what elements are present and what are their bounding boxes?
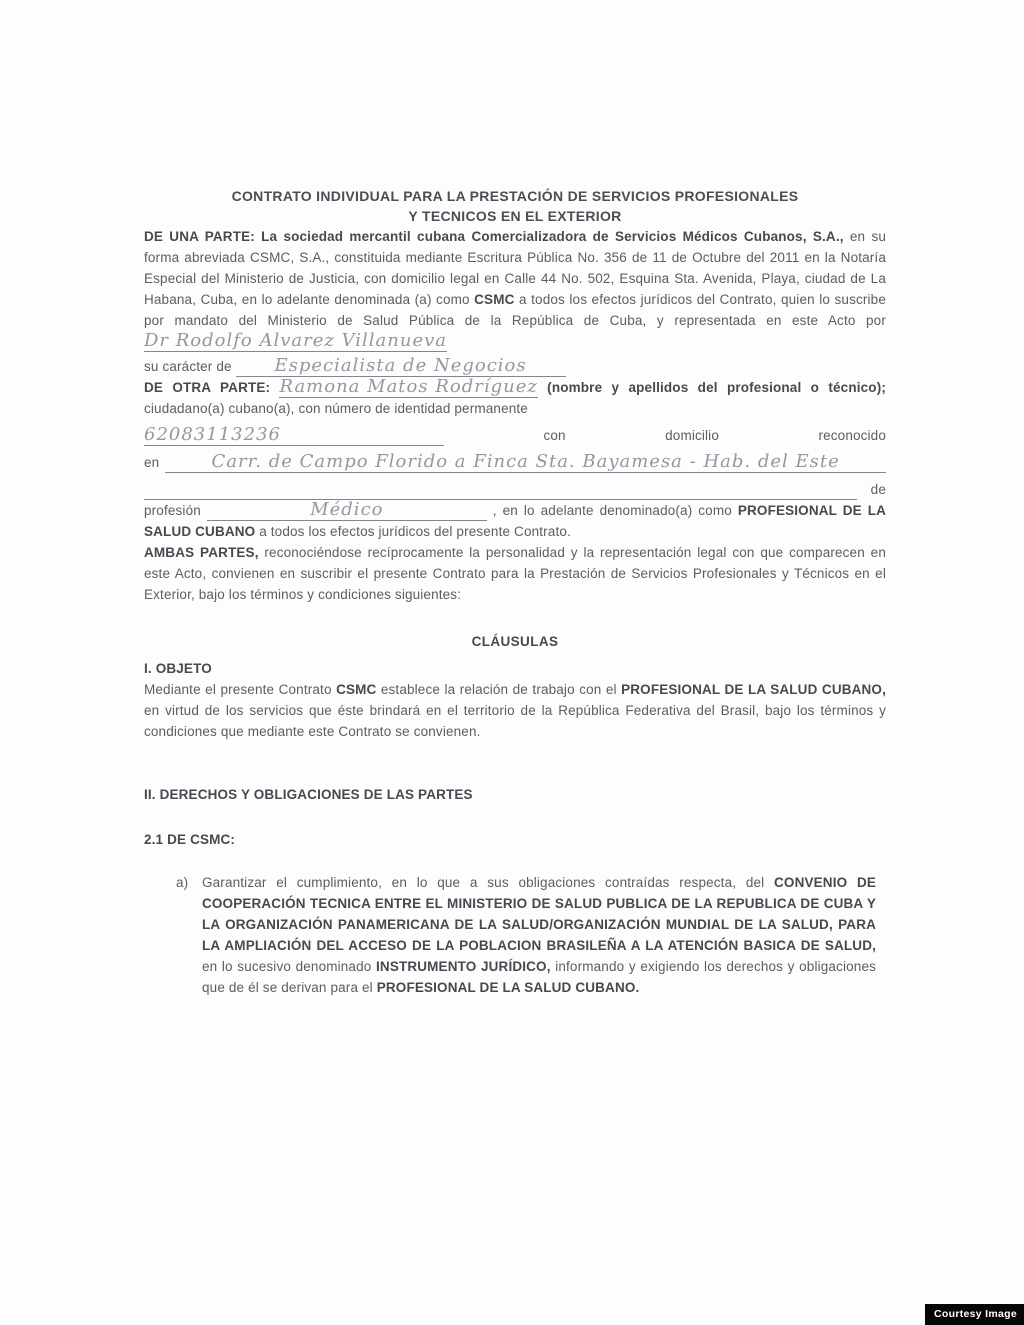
document-title-line2: Y TECNICOS EN EL EXTERIOR bbox=[408, 208, 622, 224]
item-a-instrumento: INSTRUMENTO JURÍDICO, bbox=[376, 959, 551, 974]
party-two-paragraph bbox=[144, 377, 886, 419]
handwritten-character: Especialista de Negocios bbox=[236, 356, 566, 377]
section-1-professional: PROFESIONAL DE LA SALUD CUBANO, bbox=[621, 682, 886, 697]
party-one-company: La sociedad mercantil cubana Comercializadora de Servicios Médicos Cubanos, S.A., bbox=[261, 229, 844, 244]
handwritten-identity-number: 62083113236 bbox=[144, 425, 444, 446]
domicilio-label: domicilio bbox=[665, 428, 719, 443]
section-2-heading: II. DERECHOS Y OBLIGACIONES DE LAS PARTES bbox=[144, 787, 473, 802]
character-label: su carácter de bbox=[144, 359, 232, 374]
section-1-body-3: en virtud de los servicios que éste brindará en el territorio de la República Federativa del Brasil, bajo los términos y condiciones que mediante este Contrato se convienen. bbox=[144, 703, 886, 739]
party-two-name-note-1: (nombre y apellidos del bbox=[547, 380, 718, 395]
identity-number-line bbox=[144, 425, 886, 446]
item-a-body-2: en lo sucesivo denominado bbox=[202, 959, 372, 974]
section-1-paragraph bbox=[144, 679, 886, 742]
address-line bbox=[144, 452, 886, 473]
party-two-name-note-2: profesional o técnico); bbox=[726, 380, 886, 395]
document-title-line1: CONTRATO INDIVIDUAL PARA LA PRESTACIÓN DE SERVICIOS PROFESIONALES bbox=[231, 188, 799, 204]
item-a-marker: a) bbox=[176, 875, 189, 890]
denominated-bold: PROFESIONAL DE LA SALUD CUBANO bbox=[144, 503, 887, 539]
handwritten-profession: Médico bbox=[207, 500, 487, 521]
profession-line bbox=[144, 500, 886, 542]
section-1-body-2: establece la relación de trabajo con el bbox=[380, 682, 617, 697]
blank-de-line bbox=[144, 479, 886, 500]
handwritten-professional-name: Ramona Matos Rodríguez bbox=[279, 376, 538, 397]
party-one-csmc: CSMC bbox=[474, 292, 515, 307]
document-title bbox=[144, 186, 886, 226]
item-a-body-3: informando y exigiendo los derechos y obligaciones que de él se derivan para el bbox=[202, 959, 877, 995]
contract-document bbox=[144, 186, 886, 998]
party-one-character-line bbox=[144, 356, 886, 377]
party-one-lead: DE UNA PARTE: bbox=[144, 229, 255, 244]
reconocido-label: reconocido bbox=[818, 428, 886, 443]
en-label: en bbox=[144, 455, 160, 470]
item-a-text bbox=[202, 872, 876, 998]
party-one-body-1: en su forma abreviada CSMC, S.A., constituida mediante Escritura Pública No. 356 de 11 de Octubre del 2011 en la Notaría Especial del Ministerio de Justicia, con domicilio legal en Calle 44 No. 502, Esquina Sta. Avenida, Playa, ciudad de La Habana, Cuba, en lo adelante denominada (a) como bbox=[144, 229, 886, 307]
handwritten-address: Carr. de Campo Florido a Finca Sta. Bayamesa - Hab. del Este bbox=[165, 452, 886, 473]
both-parties-body: reconociéndose recíprocamente la personalidad y la representación legal con que comparecen en este Acto, convienen en suscribir el presente Contrato para la Prestación de Servicios Profesionales y Técnicos en el Exterior, bajo los términos y condiciones siguientes: bbox=[144, 545, 886, 602]
party-two-lead: DE OTRA PARTE: bbox=[144, 380, 271, 395]
blank-underline bbox=[144, 483, 857, 500]
item-a-convenio: CONVENIO DE COOPERACIÓN TECNICA ENTRE EL MINISTERIO DE SALUD PUBLICA DE LA REPUBLICA DE CUBA Y LA ORGANIZACIÓN PANAMERICANA DE LA SALUD/ORGANIZACIÓN MUNDIAL DE LA SALUD, PARA LA AMPLIACIÓN DEL ACCESO DE LA POBLACION BRASILEÑA A LA ATENCIÓN BASICA DE SALUD, bbox=[202, 875, 877, 953]
courtesy-image-watermark: Courtesy Image bbox=[925, 1304, 1024, 1325]
item-a-professional: PROFESIONAL DE LA SALUD CUBANO. bbox=[376, 980, 640, 995]
after-profession-text: , en lo adelante denominado(a) como bbox=[492, 503, 732, 518]
section-2-subheading: 2.1 DE CSMC: bbox=[144, 832, 236, 847]
profession-label: profesión bbox=[144, 503, 201, 518]
both-parties-lead: AMBAS PARTES, bbox=[144, 545, 259, 560]
section-1-csmc: CSMC bbox=[336, 682, 377, 697]
both-parties-paragraph bbox=[144, 542, 886, 605]
party-two-citizen-text: ciudadano(a) cubano(a), con número de identidad permanente bbox=[144, 401, 528, 416]
party-one-paragraph bbox=[144, 226, 886, 352]
con-label: con bbox=[543, 428, 566, 443]
item-a-body-1: Garantizar el cumplimiento, en lo que a sus obligaciones contraídas respecta, del bbox=[202, 875, 765, 890]
section-1-body-1: Mediante el presente Contrato bbox=[144, 682, 332, 697]
de-label: de bbox=[870, 482, 886, 497]
clause-item-a bbox=[176, 872, 876, 998]
clauses-heading: CLÁUSULAS bbox=[471, 634, 559, 649]
handwritten-representative-name: Dr Rodolfo Alvarez Villanueva bbox=[144, 330, 448, 351]
after-denominated-text: a todos los efectos jurídicos del presente Contrato. bbox=[259, 524, 571, 539]
section-1-heading: I. OBJETO bbox=[144, 661, 212, 676]
party-one-body-2: a todos los efectos jurídicos del Contrato, quien lo suscribe por mandato del Ministerio de Salud Pública de la República de Cuba, y representada en este Acto por bbox=[144, 292, 887, 328]
